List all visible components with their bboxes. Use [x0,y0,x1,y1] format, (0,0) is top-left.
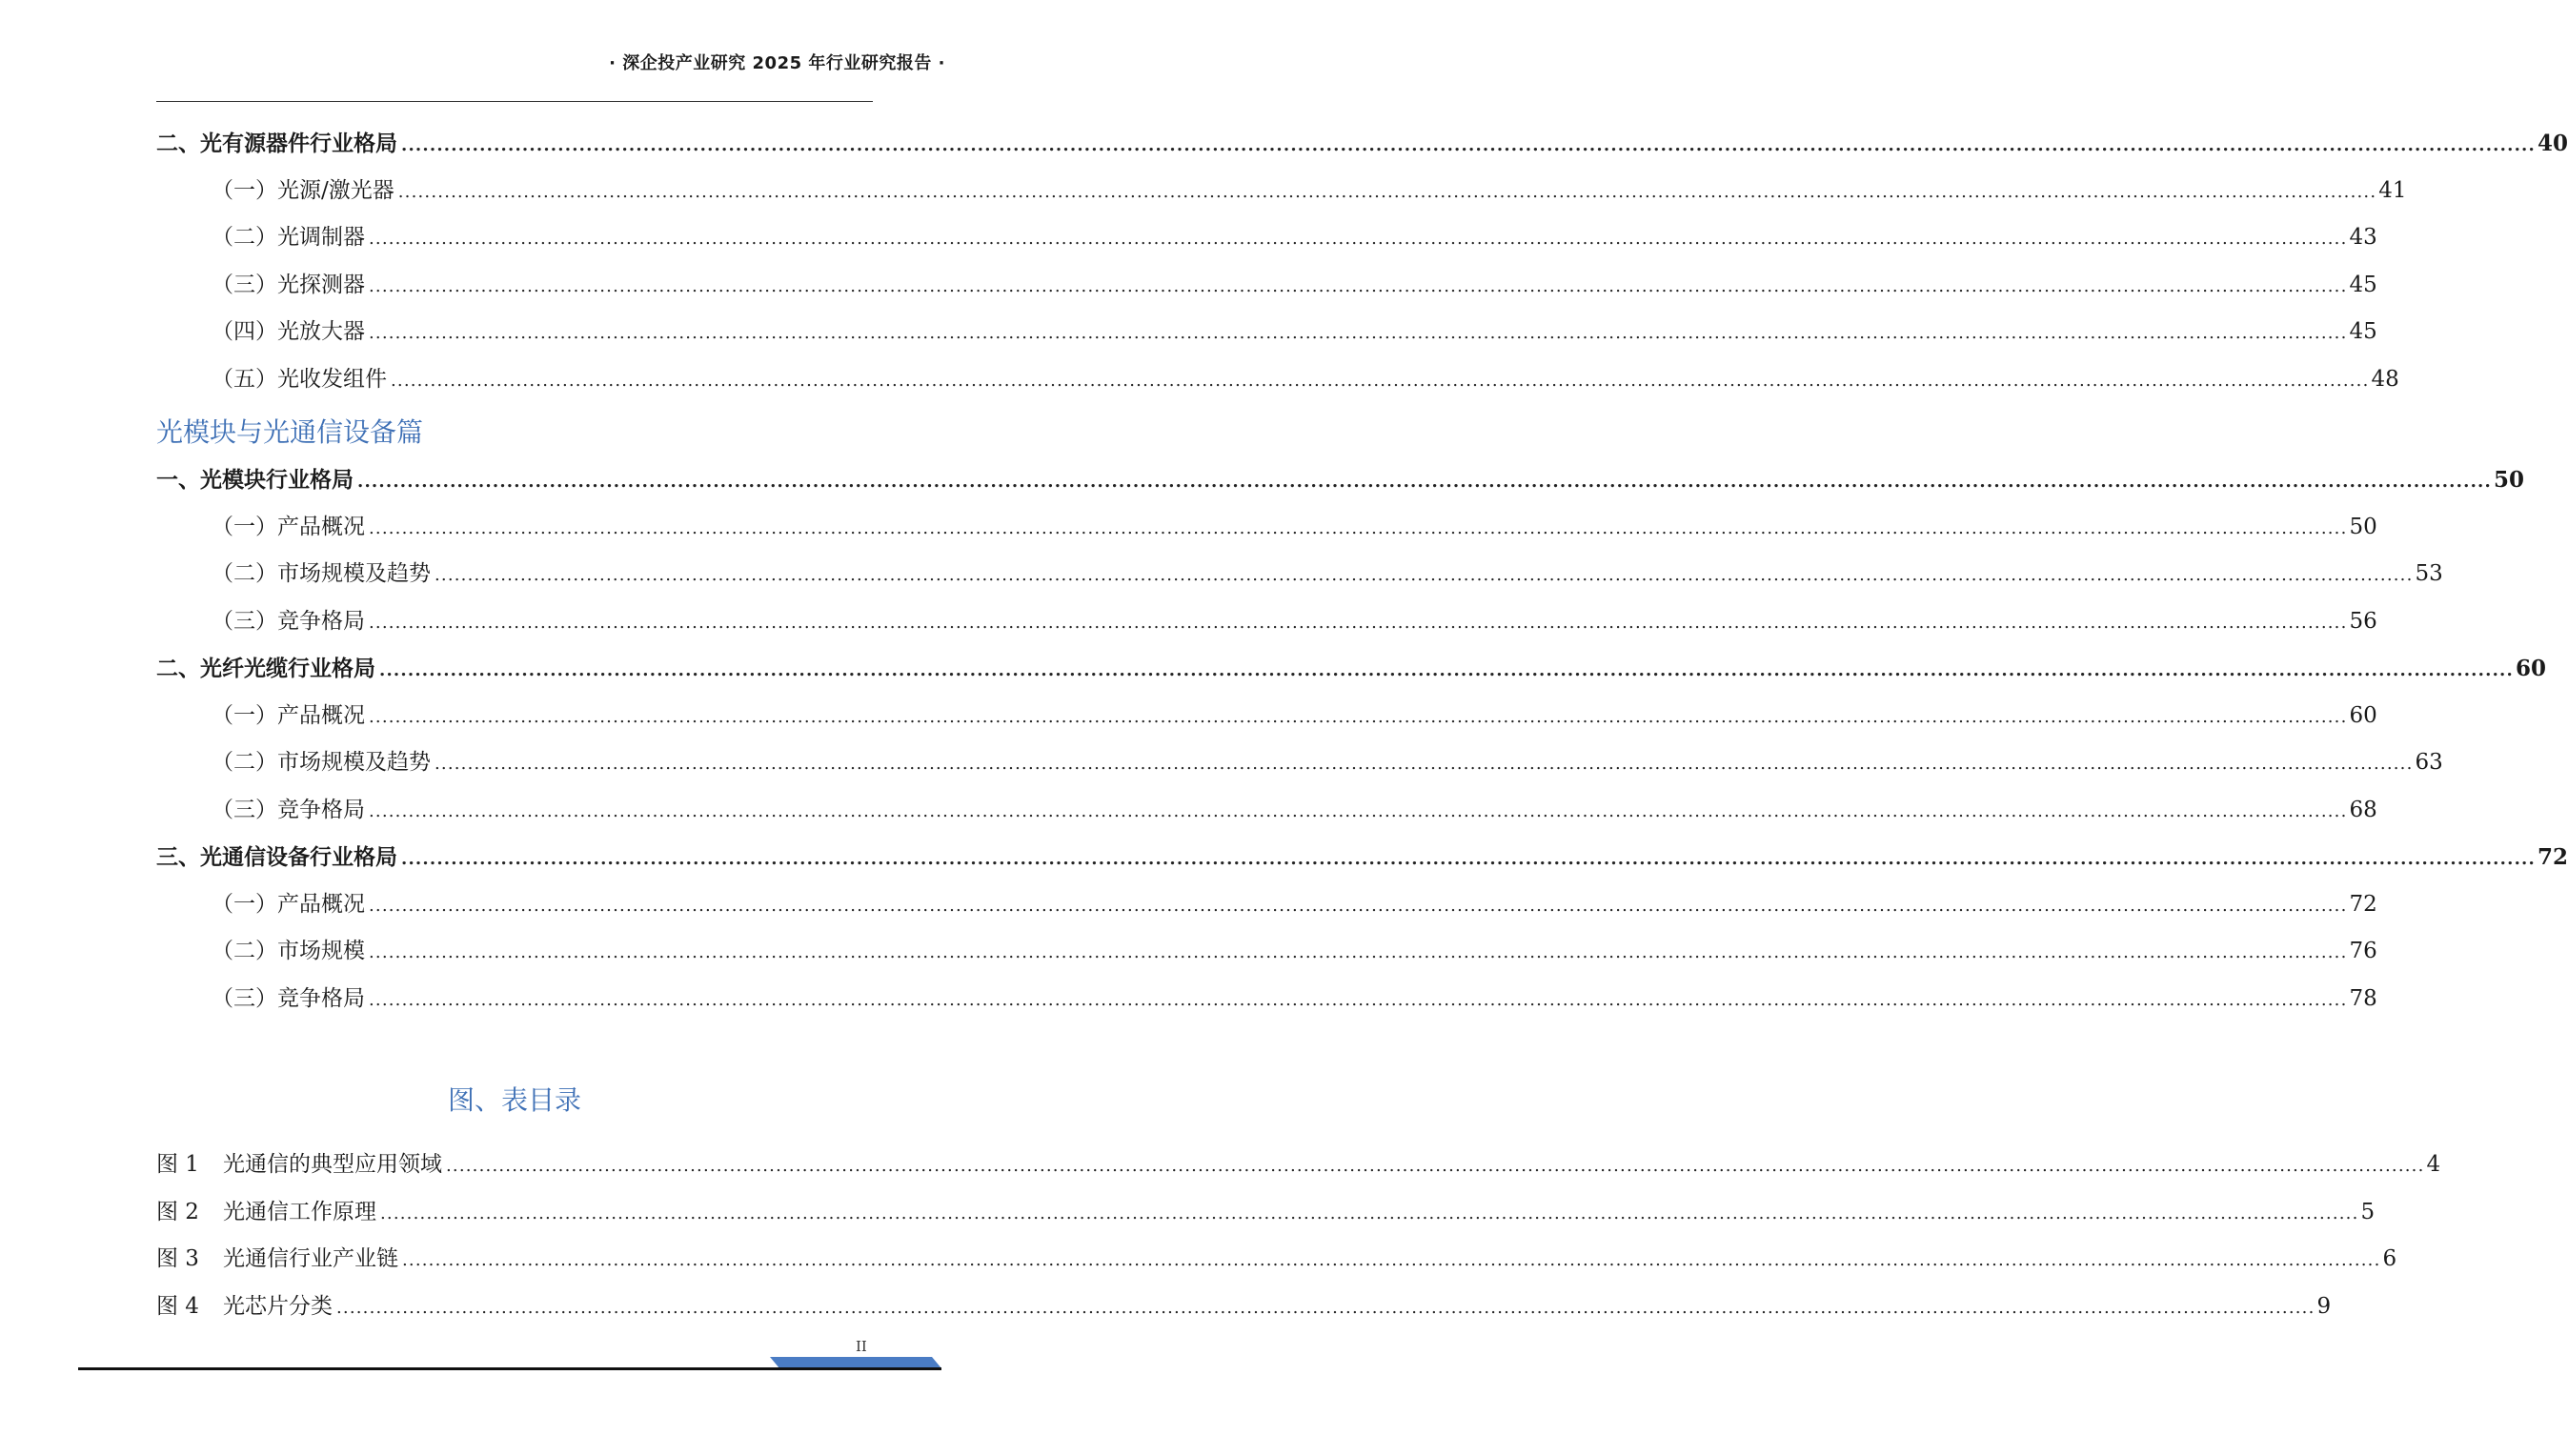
toc-entry-label: （一）产品概况 [212,514,365,539]
toc-page-number: 45 [2349,319,2377,344]
toc-entry-label: （二）光调制器 [212,225,365,250]
figure-list [156,1142,2441,1330]
toc-entry-label: （二）市场规模 [212,939,365,963]
toc-page-number: 50 [2493,467,2524,493]
toc-page-number: 60 [2515,656,2546,681]
toc-page-number: 72 [2537,844,2568,870]
figure-list-title: 图、表目录 [447,1084,581,1116]
toc-entry-label: 二、光有源器件行业格局 [156,131,397,156]
figure-number: 图 2 [156,1199,199,1224]
figure-page-number: 9 [2316,1293,2332,1319]
figure-dot-leader: ............................................................................................................................................................................................................................................................................................................ [402,1250,2381,1270]
toc-entry-label: （五）光收发组件 [212,366,387,392]
toc-entry-label: （一）光源/激光器 [212,177,394,203]
toc-entry-label: （二）市场规模及趋势 [212,561,431,586]
toc-entry-label: （一）产品概况 [212,891,365,917]
toc-entry-label: （四）光放大器 [212,319,365,344]
toc-entry[interactable] [156,120,2568,168]
toc-page-number: 78 [2349,985,2377,1011]
toc-dot-leader: ............................................................................................................................................................................................................................................................................................................ [369,942,2348,962]
toc-page-number: 68 [2349,797,2377,822]
toc-entry[interactable] [156,928,2377,976]
toc-entry[interactable] [156,598,2377,646]
toc-dot-leader: ............................................................................................................................................................................................................................................................................................................ [369,275,2348,296]
figure-page-number: 4 [2426,1152,2441,1177]
toc-entry[interactable] [156,356,2399,404]
figure-number: 图 4 [156,1293,199,1319]
figure-label: 光通信的典型应用领域 [223,1152,442,1177]
toc-entry[interactable] [156,504,2377,552]
figure-number: 图 3 [156,1246,199,1271]
toc-dot-leader: ............................................................................................................................................................................................................................................................................................................ [369,706,2348,727]
figure-page-number: 5 [2360,1199,2376,1224]
toc-page-number: 76 [2349,939,2377,963]
toc-dot-leader: ............................................................................................................................................................................................................................................................................................................ [391,370,2370,391]
toc-part-heading [156,403,873,456]
figure-number: 图 1 [156,1152,199,1177]
toc-dot-leader: ............................................................................................................................................................................................................................................................................................................ [369,800,2348,821]
toc-dot-leader: ............................................................................................................................................................................................................................................................................................................ [379,660,2514,680]
toc-dot-leader: ............................................................................................................................................................................................................................................................................................................ [397,181,2377,202]
toc-page-number: 48 [2371,366,2399,392]
toc-entry-label: （三）竞争格局 [212,797,365,822]
figure-dot-leader: ............................................................................................................................................................................................................................................................................................................ [336,1297,2315,1318]
toc-entry-label: （一）产品概况 [212,702,365,728]
toc-entry-label: （二）市场规模及趋势 [212,750,431,775]
toc-entry[interactable] [156,739,2443,787]
toc-dot-leader: ............................................................................................................................................................................................................................................................................................................ [369,989,2348,1010]
figure-dot-leader: ............................................................................................................................................................................................................................................................................................................ [446,1156,2425,1176]
toc-entry[interactable] [156,787,2377,835]
figure-entry[interactable] [156,1236,2397,1284]
toc-page-number: 72 [2349,891,2377,917]
toc-entry[interactable] [156,551,2443,598]
toc-dot-leader: ............................................................................................................................................................................................................................................................................................................ [435,754,2414,774]
figure-label: 光芯片分类 [223,1293,333,1319]
toc-dot-leader: ............................................................................................................................................................................................................................................................................................................ [369,517,2348,538]
page-number: II [856,1338,867,1355]
toc-entry-label: （三）竞争格局 [212,985,365,1011]
figure-entry[interactable] [156,1284,2332,1331]
toc-entry[interactable] [156,881,2377,929]
toc-dot-leader: ............................................................................................................................................................................................................................................................................................................ [369,323,2348,343]
toc-page-number: 56 [2349,608,2377,634]
header-divider [156,101,873,102]
toc-dot-leader: ............................................................................................................................................................................................................................................................................................................ [401,135,2536,155]
toc-entry[interactable] [156,645,2546,693]
figure-page-number: 6 [2382,1246,2397,1271]
toc-page-number: 45 [2349,272,2377,297]
toc-entry-label: 二、光纤光缆行业格局 [156,656,375,681]
running-header: · 深企投产业研究 2025 年行业研究报告 · [609,53,945,73]
toc-entry-label: （三）光探测器 [212,272,365,297]
toc-dot-leader: ............................................................................................................................................................................................................................................................................................................ [401,849,2536,869]
toc-dot-leader: ............................................................................................................................................................................................................................................................................................................ [369,612,2348,633]
toc-page-number: 60 [2349,702,2377,728]
toc-page-number: 41 [2378,177,2407,203]
toc-entry-label: （三）竞争格局 [212,608,365,634]
toc-entry[interactable] [156,309,2377,356]
toc-page-number: 50 [2349,514,2377,539]
footer-divider [78,1367,941,1370]
toc-dot-leader: ............................................................................................................................................................................................................................................................................................................ [369,895,2348,916]
toc-entry[interactable] [156,456,2524,504]
toc-dot-leader: ............................................................................................................................................................................................................................................................................................................ [357,472,2492,492]
toc-page-number: 63 [2415,750,2443,775]
toc-entry-label: 三、光通信设备行业格局 [156,844,397,870]
toc-dot-leader: ............................................................................................................................................................................................................................................................................................................ [435,565,2414,585]
figure-dot-leader: ............................................................................................................................................................................................................................................................................................................ [380,1203,2359,1223]
toc-entry[interactable] [156,168,2407,215]
table-of-contents [156,120,2568,1022]
toc-entry[interactable] [156,693,2377,740]
toc-page-number: 53 [2415,561,2443,586]
toc-entry-label: 光模块与光通信设备篇 [156,416,424,448]
toc-entry[interactable] [156,262,2377,310]
figure-label: 光通信行业产业链 [223,1246,398,1271]
toc-page-number: 40 [2537,131,2568,156]
toc-entry-label: 一、光模块行业格局 [156,467,354,493]
toc-entry[interactable] [156,976,2377,1023]
toc-dot-leader: ............................................................................................................................................................................................................................................................................................................ [369,229,2348,249]
figure-entry[interactable] [156,1142,2441,1189]
figure-entry[interactable] [156,1189,2376,1237]
figure-label: 光通信工作原理 [223,1199,376,1224]
toc-page-number: 43 [2349,225,2377,250]
toc-entry[interactable] [156,834,2568,881]
toc-entry[interactable] [156,214,2377,262]
